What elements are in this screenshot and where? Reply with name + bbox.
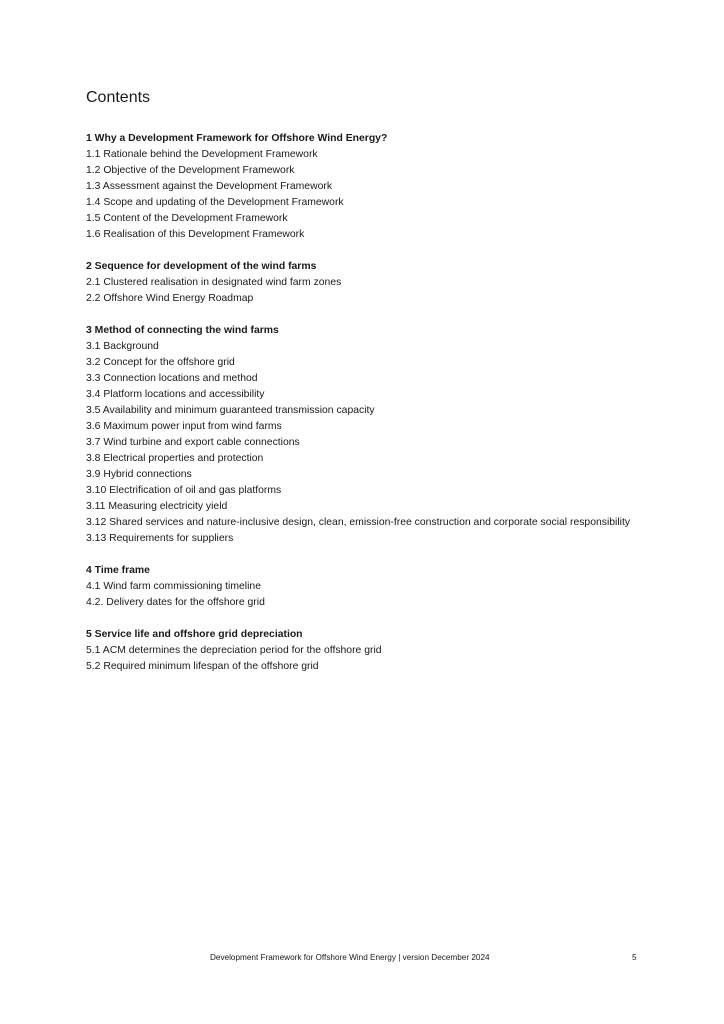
toc-entry[interactable]: 3.1 Background — [86, 341, 159, 352]
toc-entry[interactable]: 1.1 Rationale behind the Development Framework — [86, 149, 318, 160]
table-of-contents — [86, 131, 646, 691]
toc-entry[interactable]: 1.6 Realisation of this Development Framework — [86, 229, 305, 240]
toc-entry[interactable]: 4.1 Wind farm commissioning timeline — [86, 581, 261, 592]
toc-section — [86, 323, 646, 547]
toc-section — [86, 131, 646, 243]
toc-entry[interactable]: 1.4 Scope and updating of the Development Framework — [86, 197, 344, 208]
toc-entry[interactable]: 5.2 Required minimum lifespan of the offshore grid — [86, 661, 319, 672]
toc-entry[interactable]: 3.3 Connection locations and method — [86, 373, 258, 384]
toc-section-heading[interactable]: 3 Method of connecting the wind farms — [86, 325, 279, 336]
toc-entry[interactable]: 3.7 Wind turbine and export cable connections — [86, 437, 300, 448]
toc-entry[interactable]: 2.2 Offshore Wind Energy Roadmap — [86, 293, 254, 304]
toc-entry[interactable]: 1.3 Assessment against the Development Framework — [86, 181, 333, 192]
toc-entry[interactable]: 3.4 Platform locations and accessibility — [86, 389, 265, 400]
toc-section-heading[interactable]: 2 Sequence for development of the wind farms — [86, 261, 317, 272]
toc-section-heading[interactable]: 4 Time frame — [86, 565, 150, 576]
toc-entry[interactable]: 1.2 Objective of the Development Framework — [86, 165, 295, 176]
toc-entry[interactable]: 3.10 Electrification of oil and gas platforms — [86, 485, 282, 496]
toc-section — [86, 259, 646, 307]
page-title: Contents — [86, 89, 151, 106]
toc-entry[interactable]: 5.1 ACM determines the depreciation period for the offshore grid — [86, 645, 382, 656]
toc-section — [86, 627, 646, 675]
page-number: 5 — [632, 953, 637, 962]
toc-section-heading[interactable]: 1 Why a Development Framework for Offshore Wind Energy? — [86, 133, 388, 144]
toc-entry[interactable]: 3.6 Maximum power input from wind farms — [86, 421, 282, 432]
toc-section-heading[interactable]: 5 Service life and offshore grid depreciation — [86, 629, 303, 640]
toc-entry[interactable]: 3.5 Availability and minimum guaranteed transmission capacity — [86, 405, 375, 416]
toc-entry[interactable]: 3.9 Hybrid connections — [86, 469, 192, 480]
footer-text: Development Framework for Offshore Wind Energy | version December 2024 — [210, 953, 490, 962]
toc-entry[interactable]: 3.2 Concept for the offshore grid — [86, 357, 235, 368]
toc-entry[interactable]: 2.1 Clustered realisation in designated wind farm zones — [86, 277, 342, 288]
toc-section — [86, 563, 646, 611]
toc-entry[interactable]: 3.13 Requirements for suppliers — [86, 533, 234, 544]
toc-entry[interactable]: 4.2. Delivery dates for the offshore grid — [86, 597, 265, 608]
toc-entry[interactable]: 3.12 Shared services and nature-inclusive design, clean, emission-free construction and corporate social responsibility — [86, 517, 631, 528]
toc-entry[interactable]: 3.11 Measuring electricity yield — [86, 501, 228, 512]
toc-entry[interactable]: 3.8 Electrical properties and protection — [86, 453, 264, 464]
toc-entry[interactable]: 1.5 Content of the Development Framework — [86, 213, 288, 224]
